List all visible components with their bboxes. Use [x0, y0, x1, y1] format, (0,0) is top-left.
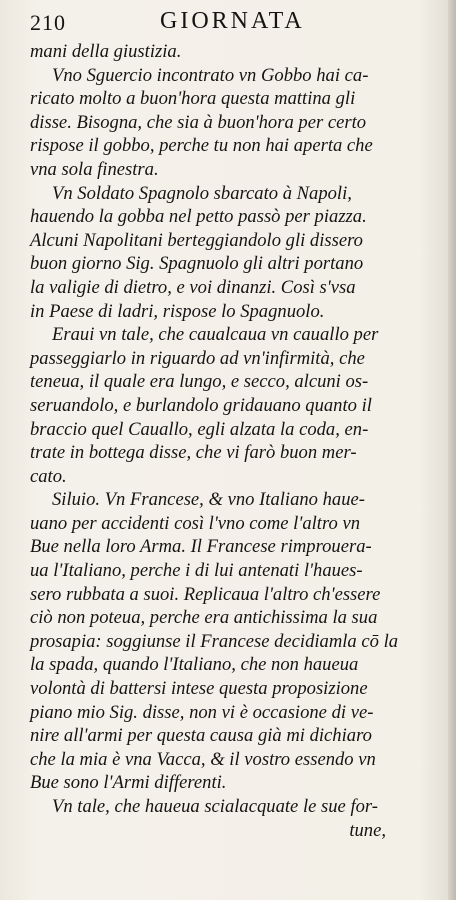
text-line: Bue nella loro Arma. Il Francese rimprouera-	[30, 536, 372, 558]
text-line: la valigie di dietro, e voi dinanzi. Così s'vsa	[30, 276, 356, 298]
text-line: Vno Sguercio incontrato vn Gobbo hai ca-	[52, 64, 369, 86]
text-line: uano per accidenti così l'vno come l'altro vn	[30, 512, 360, 534]
text-line: vna sola finestra.	[30, 158, 159, 180]
speaker-name: Siluio.	[52, 489, 101, 511]
text-segment: Vn Francese, & vno Italiano haue-	[100, 489, 365, 511]
text-line: volontà di battersi intese questa proposizione	[30, 678, 368, 700]
text-line	[30, 488, 430, 512]
text-line: piano mio Sig. disse, non vi è occasione di ve-	[30, 701, 374, 723]
text-line: la spada, quando l'Italiano, che non haueua	[30, 654, 359, 676]
text-line: cato.	[30, 465, 67, 487]
text-line: mani della giustizia.	[30, 41, 182, 62]
text-line: hauendo la gobba nel petto passò per piazza.	[30, 206, 367, 228]
text-line: ciò non poteua, perche era antichissima la sua	[30, 607, 378, 629]
text-line: passeggiarlo in riguardo ad vn'infirmità, che	[30, 347, 365, 369]
running-head: GIORNATA	[160, 8, 305, 34]
text-line: Vn tale, che haueua scialacquate le sue for-	[52, 796, 378, 817]
text-line: teneua, il quale era lungo, e secco, alcuni os-	[30, 371, 369, 393]
text-line: in Paese di ladri, rispose lo Spagnuolo.	[30, 300, 325, 322]
text-line: Eraui vn tale, che caualcaua vn cauallo per	[52, 324, 379, 346]
text-line: buon giorno Sig. Spagnuolo gli altri portano	[30, 253, 364, 275]
text-line: trate in bottega disse, che vi farò buon mer-	[30, 442, 357, 464]
catchword: tune,	[349, 819, 386, 841]
page-gutter	[448, 0, 456, 900]
text-line: rispose il gobbo, perche tu non hai aperta che	[30, 135, 373, 157]
text-line: seruandolo, e burlandolo gridauano quanto il	[30, 394, 372, 416]
text-line: ua l'Italiano, perche i di lui antenati l'haues-	[30, 560, 363, 582]
page-header	[30, 8, 430, 36]
text-line: braccio quel Cauallo, egli alzata la coda, en-	[30, 418, 369, 440]
page-body	[30, 40, 430, 842]
text-line: ricato molto a buon'hora questa mattina gli	[30, 88, 356, 110]
text-line: prosapia: soggiunse il Francese decidiamla cō la	[30, 630, 399, 652]
text-line: sero rubbata a suoi. Replicaua l'altro ch'essere	[30, 583, 381, 605]
text-line: che la mia è vna Vacca, & il vostro essendo vn	[30, 748, 376, 770]
text-line: Alcuni Napolitani berteggiandolo gli dissero	[30, 229, 363, 251]
text-line: disse. Bisogna, che sia à buon'hora per certo	[30, 111, 367, 133]
text-line: nire all'armi per questa causa già mi dichiaro	[30, 725, 372, 747]
text-line: Bue sono l'Armi differenti.	[30, 772, 227, 794]
page-number: 210	[30, 10, 66, 35]
text-line: Vn Soldato Spagnolo sbarcato à Napoli,	[52, 182, 352, 204]
